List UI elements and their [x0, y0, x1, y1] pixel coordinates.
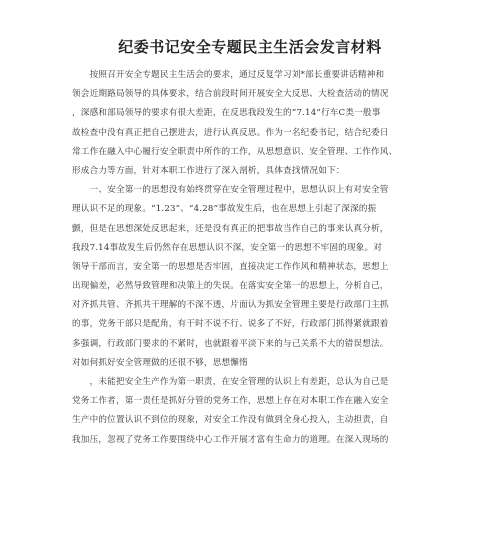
body-line: 一、安全第一的思想没有始终贯穿在安全管理过程中，思想认识上有对安全管	[72, 185, 389, 196]
body-line: 对齐抓共管、齐抓共干理解的不深不透，片面认为抓安全管理主要是行政部门主抓	[72, 300, 389, 311]
document-body	[72, 66, 430, 450]
body-line: 我加压，忽视了党务工作要围绕中心工作开展才富有生命力的道理。在深入现场的	[72, 434, 389, 445]
body-line: 领会近期路局领导的具体要求，结合前段时间开展安全大反思、大检查活动的情况	[72, 89, 389, 100]
document-title: 纪委书记安全专题民主生活会发言材料	[118, 38, 382, 56]
body-line: 故检查中没有真正把自己摆进去，进行认真反思。作为一名纪委书记，结合纪委日	[72, 127, 389, 138]
body-line: 颤，但是在思想深处反思起来，还是没有真正的把事故当作自己的事来认真分析，	[72, 223, 389, 234]
body-line: 的事，党务干部只是配角，有干时不说不行、说多了不好，行政部门抓得紧就跟着	[72, 319, 389, 330]
body-line: 多强调，行政部门要求的不紧时，也就跟着平淡下来的与己关系不大的错误想法。	[72, 338, 389, 349]
body-line: 出现偏差，必然导致管理和决策上的失误。在落实安全第一的思想上，分析自己，	[72, 281, 389, 292]
body-line: ，深感和部局领导的要求有很大差距，在反思我段发生的“7.14”行车C类一般事	[72, 108, 381, 119]
body-line: 按照召开安全专题民主生活会的要求，通过反复学习刘*部长重要讲话精神和	[72, 70, 385, 80]
body-line: 生产中的位置认识不到位的现象，对安全工作没有做到全身心投入，主动担责，自	[72, 415, 389, 426]
body-line: 党务工作者，第一责任是抓好分管的党务工作，思想上存在对本职工作在融入安全	[72, 396, 389, 407]
body-line: 领导干部而言，安全第一的思想是否牢固，直接决定工作作风和精神状态，思想上	[72, 261, 389, 272]
body-line: 我段7.14事故发生后仍然存在思想认识不深，安全第一的思想不牢固的现象。对	[72, 242, 383, 253]
body-line: 对如何抓好安全管理做的还很不够，思想懈惰	[72, 357, 248, 368]
body-line: 形成合力等方面，针对本职工作进行了深入剖析，具体查找情况如下：	[72, 165, 345, 176]
body-line: ，未能把安全生产作为第一职责，在安全管理的认识上有差距，总认为自己是	[72, 377, 389, 387]
body-line: 常工作在融入中心履行安全职责中所作的工作，从思想意识、安全管理、工作作风、	[72, 146, 398, 157]
body-line: 理认识不足的现象。“1.23”、“4.28”事故发生后，也在思想上引起了深深的振	[72, 204, 377, 215]
